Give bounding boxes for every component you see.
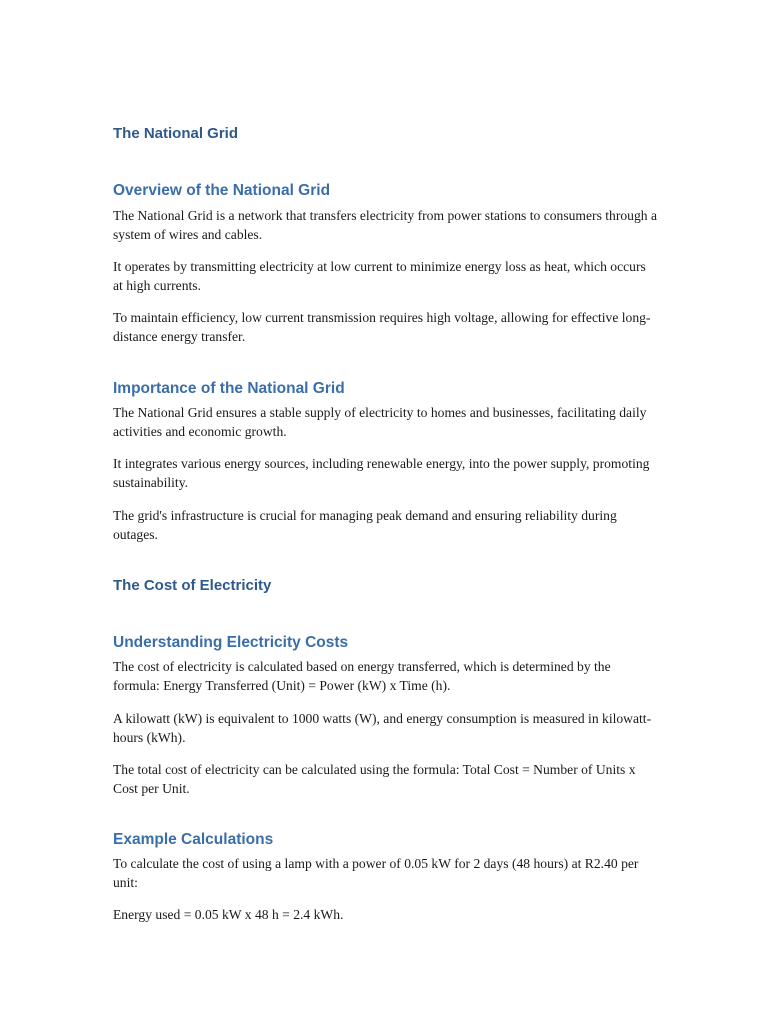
heading-example-calculations: Example Calculations	[113, 831, 274, 848]
paragraph: To maintain efficiency, low current transmission requires high voltage, allowing for effective long-distance energy transfer.	[113, 310, 651, 344]
paragraph: It integrates various energy sources, including renewable energy, into the power supply, promoting sustainability.	[113, 456, 650, 490]
paragraph: The cost of electricity is calculated based on energy transferred, which is determined by the formula: Energy Transferred (Unit) = Power (kW) x Time (h).	[113, 659, 611, 693]
section-title-national-grid: The National Grid	[113, 125, 239, 142]
paragraph: The National Grid ensures a stable supply of electricity to homes and businesses, facilitating daily activities and economic growth.	[113, 405, 647, 439]
heading-importance: Importance of the National Grid	[113, 380, 345, 397]
paragraph: To calculate the cost of using a lamp with a power of 0.05 kW for 2 days (48 hours) at R2.40 per unit:	[113, 856, 639, 890]
paragraph: The National Grid is a network that transfers electricity from power stations to consumers through a system of wires and cables.	[113, 208, 657, 242]
paragraph: The total cost of electricity can be calculated using the formula: Total Cost = Number of Units x Cost per Unit.	[113, 762, 636, 796]
paragraph: Energy used = 0.05 kW x 48 h = 2.4 kWh.	[113, 907, 344, 922]
paragraph: The grid's infrastructure is crucial for managing peak demand and ensuring reliability during outages.	[113, 508, 617, 542]
heading-understanding-costs: Understanding Electricity Costs	[113, 634, 349, 651]
paragraph: It operates by transmitting electricity at low current to minimize energy loss as heat, which occurs at high currents.	[113, 259, 646, 293]
heading-overview: Overview of the National Grid	[113, 182, 331, 199]
section-title-cost-of-electricity: The Cost of Electricity	[113, 577, 272, 594]
paragraph: A kilowatt (kW) is equivalent to 1000 watts (W), and energy consumption is measured in kilowatt-hours (kWh).	[113, 711, 652, 745]
